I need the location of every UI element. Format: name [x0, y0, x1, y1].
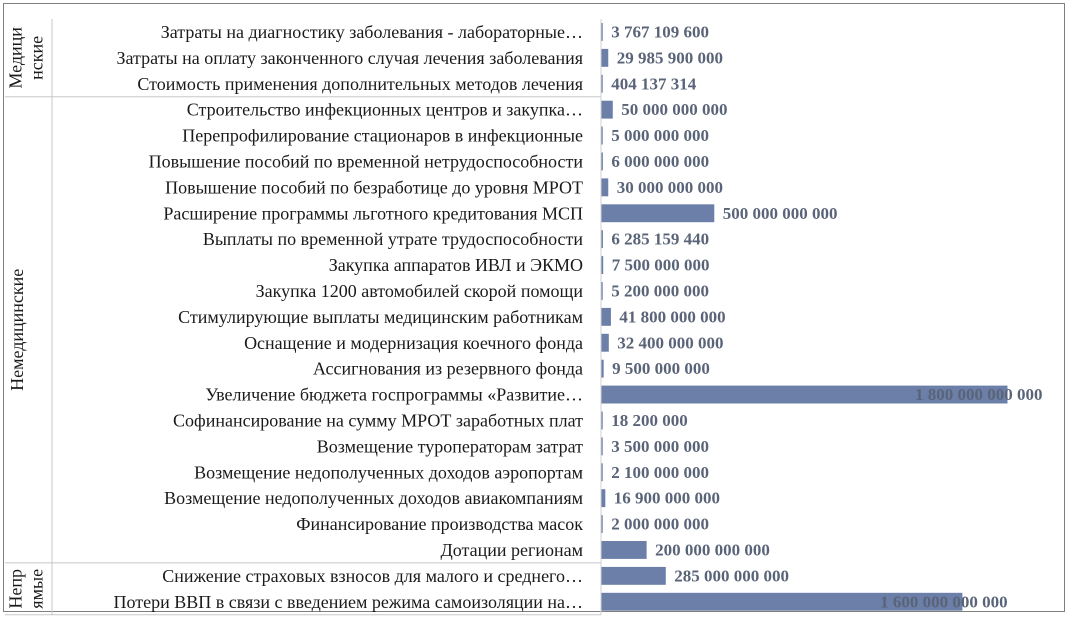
- value-label: 32 400 000 000: [617, 333, 724, 353]
- bar: [602, 515, 603, 533]
- group-label: Непр: [5, 568, 26, 609]
- category-label: Затраты на диагностику заболевания - лабораторные…: [160, 21, 583, 42]
- category-label: Стимулирующие выплаты медицинским работникам: [178, 306, 583, 327]
- category-label: Выплаты по временной утрате трудоспособности: [202, 229, 583, 250]
- value-label: 1 600 000 000 000: [880, 592, 1008, 612]
- category-label: Повышение пособий по безработице до уровня МРОТ: [165, 177, 583, 198]
- value-label: 18 200 000: [611, 410, 688, 430]
- bar: [602, 489, 606, 507]
- category-label: Закупка 1200 автомобилей скорой помощи: [255, 280, 583, 301]
- bar: [602, 204, 715, 222]
- value-label: 7 500 000 000: [611, 255, 710, 275]
- category-label: Расширение программы льготного кредитования МСП: [163, 203, 583, 224]
- bar: [602, 567, 666, 585]
- bar: [602, 412, 603, 430]
- bar: [602, 437, 603, 455]
- bar: [602, 75, 603, 93]
- category-label: Перепрофилирование стационаров в инфекционные: [182, 125, 583, 146]
- bar: [602, 541, 647, 559]
- bar: [602, 23, 603, 41]
- value-label: 5 000 000 000: [611, 126, 709, 146]
- value-label: 50 000 000 000: [621, 100, 728, 120]
- bar: [602, 230, 603, 248]
- value-label: 6 285 159 440: [611, 229, 710, 249]
- value-label: 3 500 000 000: [611, 436, 709, 456]
- value-label: 2 100 000 000: [611, 462, 709, 482]
- value-label: 500 000 000 000: [722, 203, 838, 223]
- bar: [602, 178, 609, 196]
- category-label: Ассигнования из резервного фонда: [312, 358, 583, 379]
- category-label: Возмещение туроператорам затрат: [316, 436, 583, 457]
- bar: [602, 334, 609, 352]
- bar: [602, 153, 603, 171]
- bar: [602, 308, 611, 326]
- value-label: 29 985 900 000: [616, 48, 724, 68]
- group-label: Медици: [5, 27, 26, 89]
- group-label: ямые: [26, 568, 47, 609]
- category-label: Оснащение и модернизация коечного фонда: [244, 332, 583, 353]
- category-label: Дотации регионам: [440, 539, 583, 560]
- value-label: 9 500 000 000: [612, 359, 710, 379]
- category-label: Финансирование производства масок: [296, 514, 583, 535]
- category-label: Софинансирование на сумму МРОТ заработных плат: [173, 410, 583, 431]
- value-label: 41 800 000 000: [619, 307, 726, 327]
- bar: [602, 127, 603, 145]
- bar: [602, 463, 603, 481]
- category-label: Возмещение недополученных доходов аэропортам: [194, 462, 583, 483]
- group-label: Немедицинские: [7, 268, 28, 391]
- value-label: 200 000 000 000: [655, 540, 770, 560]
- bar: [602, 256, 604, 274]
- value-label: 1 800 000 000 000: [915, 385, 1043, 405]
- bar: [602, 360, 604, 378]
- value-label: 3 767 109 600: [611, 22, 709, 42]
- category-label: Затраты на оплату законченного случая лечения заболевания: [116, 47, 583, 68]
- value-label: 30 000 000 000: [616, 177, 724, 197]
- category-label: Возмещение недополученных доходов авиакомпаниям: [164, 488, 583, 509]
- category-label: Строительство инфекционных центров и закупка…: [186, 99, 583, 120]
- bar: [602, 101, 613, 119]
- bar: [602, 282, 603, 300]
- category-label: Увеличение бюджета госпрограммы «Развитие…: [205, 384, 583, 405]
- value-label: 2 000 000 000: [611, 514, 709, 534]
- bar: [602, 49, 609, 67]
- category-label: Стоимость применения дополнительных методов лечения: [137, 73, 583, 94]
- value-label: 5 200 000 000: [611, 281, 709, 301]
- category-label: Потери ВВП в связи с введением режима самоизоляции на…: [113, 591, 583, 612]
- category-label: Повышение пособий по временной нетрудоспособности: [148, 151, 583, 172]
- value-label: 285 000 000 000: [674, 566, 790, 586]
- value-label: 404 137 314: [611, 74, 697, 94]
- value-label: 16 900 000 000: [613, 488, 721, 508]
- category-label: Снижение страховых взносов для малого и среднего…: [162, 565, 583, 586]
- group-label: нские: [26, 35, 47, 80]
- category-label: Закупка аппаратов ИВЛ и ЭКМО: [328, 255, 583, 276]
- value-label: 6 000 000 000: [611, 151, 710, 171]
